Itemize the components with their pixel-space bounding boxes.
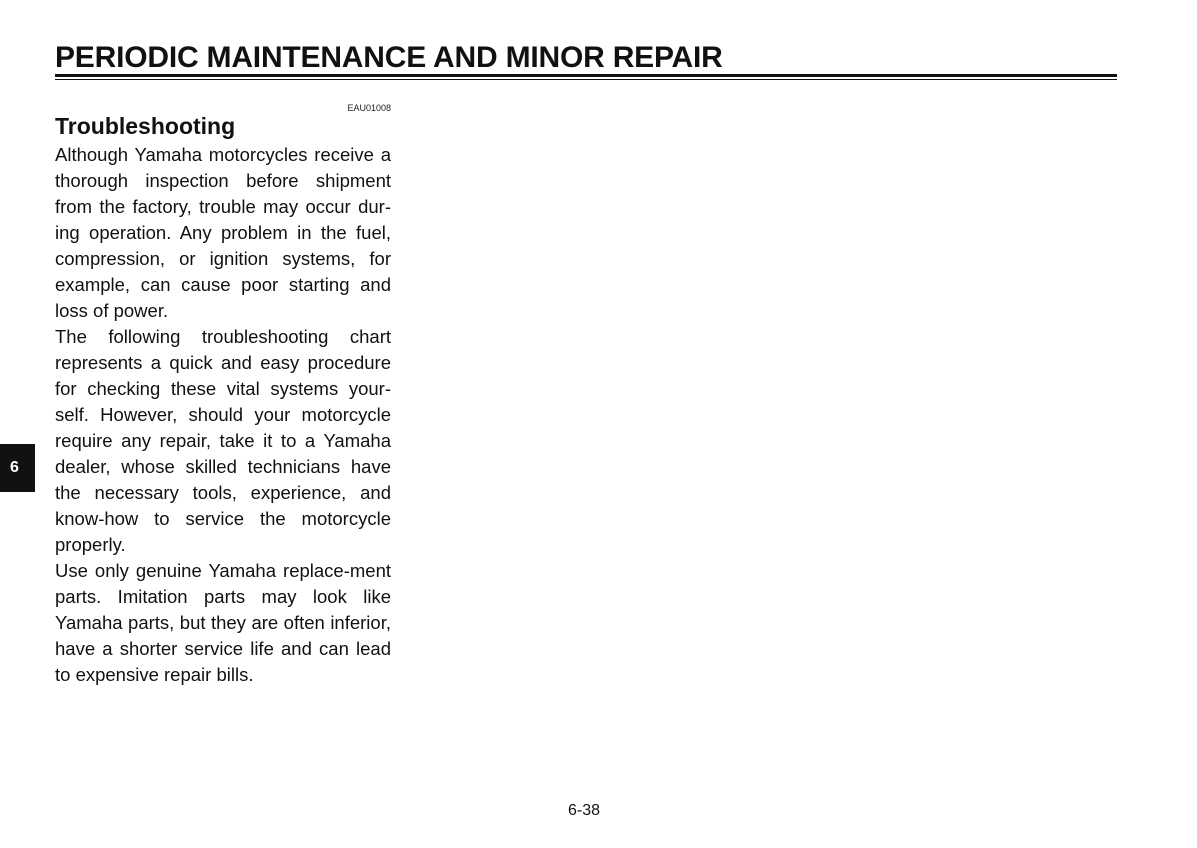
page-number: 6-38 — [567, 802, 601, 819]
body-text — [55, 142, 391, 688]
paragraph-intro: Although Yamaha motorcycles receive a thorough inspection before shipment from the factory, trouble may occur dur-ing operation. Any problem in the fuel, compression, or ignition systems, for example, can cause poor starting and loss of power. — [55, 144, 391, 321]
section-heading: Troubleshooting — [55, 113, 236, 139]
header-rule-thin — [55, 79, 1117, 80]
document-code: EAU01008 — [347, 103, 391, 113]
chapter-tab: 6 — [0, 444, 35, 492]
paragraph-chart: The following troubleshooting chart represents a quick and easy procedure for checking these vital systems your-self. However, should your motorcycle require any repair, take it to a Yamaha dealer, whose skilled technicians have the necessary tools, experience, and know-how to service the motorcycle properly. — [55, 326, 391, 555]
page-title: PERIODIC MAINTENANCE AND MINOR REPAIR — [55, 41, 723, 74]
paragraph-parts: Use only genuine Yamaha replace-ment parts. Imitation parts may look like Yamaha parts, but they are often inferior, have a shorter service life and can lead to expensive repair bills. — [55, 560, 391, 685]
header-rule-thick — [55, 74, 1117, 77]
